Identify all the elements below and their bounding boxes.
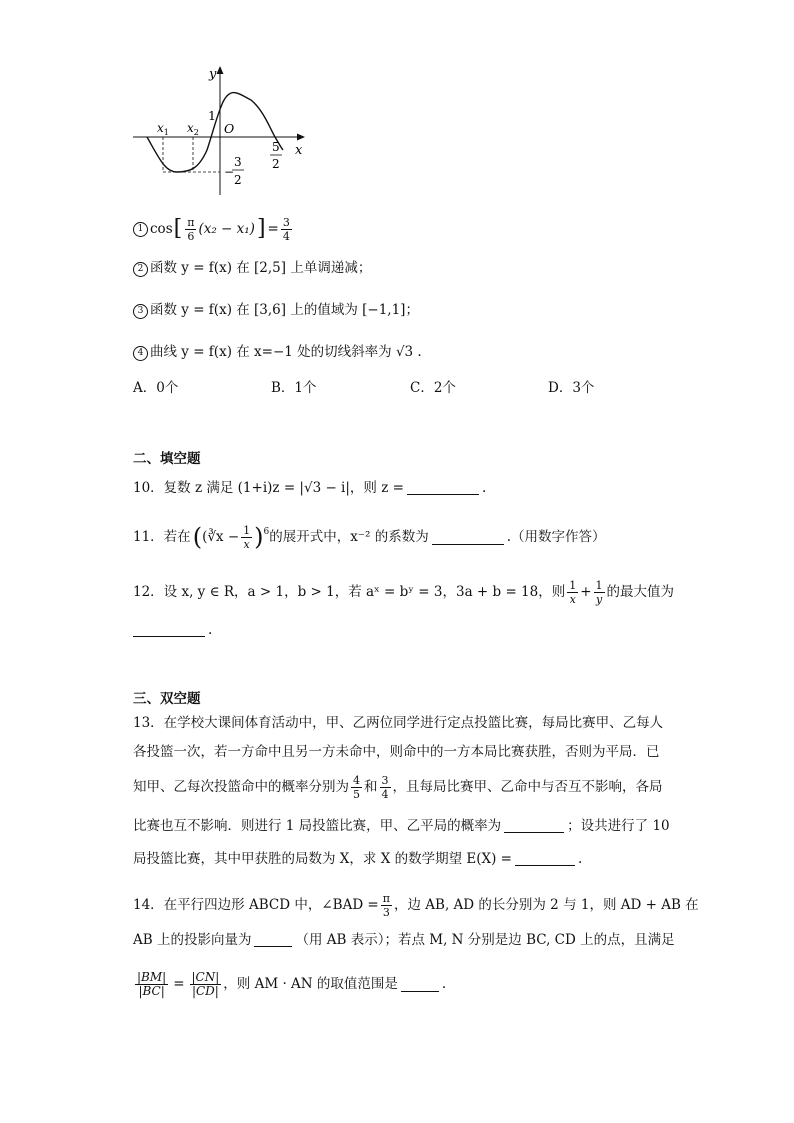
statement-1: 1 cos [ $\frac{\pi}{6}$ (x₂ − x₁) ] = $\frac{3}{4}$ — [133, 214, 294, 244]
answer-blank-14a[interactable] — [254, 932, 292, 947]
statement-2: 2 函数 y = f(x) 在 [2,5] 上单调递减； — [133, 258, 371, 278]
option-b: B．1个 — [271, 380, 317, 396]
question-12-answer: . — [133, 620, 212, 640]
y-axis-arrow-icon — [217, 66, 224, 74]
question-11: 11．若在 ( (∛x − $\frac{1}{x}$ ) 6 的展开式中，x⁻² 的系数为 .（用数字作答） — [133, 523, 606, 551]
x-axis-arrow-icon — [297, 134, 305, 141]
answer-blank-12[interactable] — [133, 622, 205, 637]
circle-1: 1 — [133, 222, 148, 237]
statement-4: 4 曲线 y = f(x) 在 x=−1 处的切线斜率为 √3 . — [133, 342, 422, 362]
option-d: D．3个 — [548, 380, 595, 396]
x2-label: $x_2$ — [187, 121, 199, 137]
y-label: y — [209, 67, 217, 82]
neg-den: 2 — [234, 173, 242, 187]
option-a: A．0个 — [133, 380, 179, 396]
question-12: 12．设 x, y ∈ R，a > 1，b > 1，若 aˣ = bʸ = 3，3a + b = 18，则 $\frac{1}{x}$ + $\frac{1}{y}$ 的最大值为 — [133, 578, 675, 606]
section-fill-blank: 二、填空题 — [133, 451, 201, 467]
neg-num: 3 — [234, 155, 242, 169]
section-double-blank: 三、双空题 — [133, 691, 201, 707]
answer-blank-13b[interactable] — [515, 851, 575, 866]
question-10: 10．复数 z 满足 (1+i)z = |√3 − i|，则 z = . — [133, 480, 487, 496]
x-label: x — [295, 143, 303, 158]
answer-blank-10[interactable] — [407, 480, 479, 495]
question-14-line-3: $\frac{|BM|}{|BC|}$ = $\frac{|CN|}{|CD|}$ ，则 AM · AN 的取值范围是 . — [137, 969, 447, 998]
answer-blank-14b[interactable] — [401, 977, 439, 992]
question-13-line-2: 各投篮一次，若一方命中且另一方未命中，则命中的一方本局比赛获胜，否则为平局．已 — [133, 744, 660, 760]
x1-label: $x_1$ — [157, 121, 169, 137]
five-num: 5 — [272, 140, 280, 154]
neg-sign: − — [224, 165, 235, 179]
question-13-line-4: 比赛也互不影响．则进行 1 局投篮比赛，甲、乙平局的概率为 ；设共进行了 10 — [133, 818, 670, 834]
question-13-line-5: 局投篮比赛，其中甲获胜的局数为 X，求 X 的数学期望 E(X) = . — [133, 851, 583, 867]
question-14-line-2: AB 上的投影向量为 （用 AB 表示）；若点 M, N 分别是边 BC, CD 上的点，且满足 — [133, 932, 675, 948]
answer-blank-13a[interactable] — [504, 818, 564, 833]
origin-label: O — [224, 121, 235, 136]
question-13-line-3: 知甲、乙每次投篮命中的概率分别为 $\frac{4}{5}$ 和 $\frac{3}{4}$ ，且每局比赛甲、乙命中与否互不影响，各局 — [133, 773, 663, 801]
answer-blank-11[interactable] — [432, 530, 504, 545]
five-den: 2 — [272, 157, 280, 171]
question-14-line-1: 14．在平行四边形 ABCD 中，∠BAD = $\frac{\pi}{3}$ ，边 AB, AD 的长分别为 2 与 1，则 AD + AB 在 — [133, 891, 699, 919]
function-graph — [125, 60, 315, 200]
one-label: 1 — [208, 108, 216, 123]
question-13-line-1: 13．在学校大课间体育活动中，甲、乙两位同学进行定点投篮比赛，每局比赛甲、乙每人 — [133, 715, 664, 731]
option-c: C．2个 — [410, 380, 456, 396]
statement-3: 3 函数 y = f(x) 在 [3,6] 上的值域为 [−1,1]； — [133, 300, 419, 320]
